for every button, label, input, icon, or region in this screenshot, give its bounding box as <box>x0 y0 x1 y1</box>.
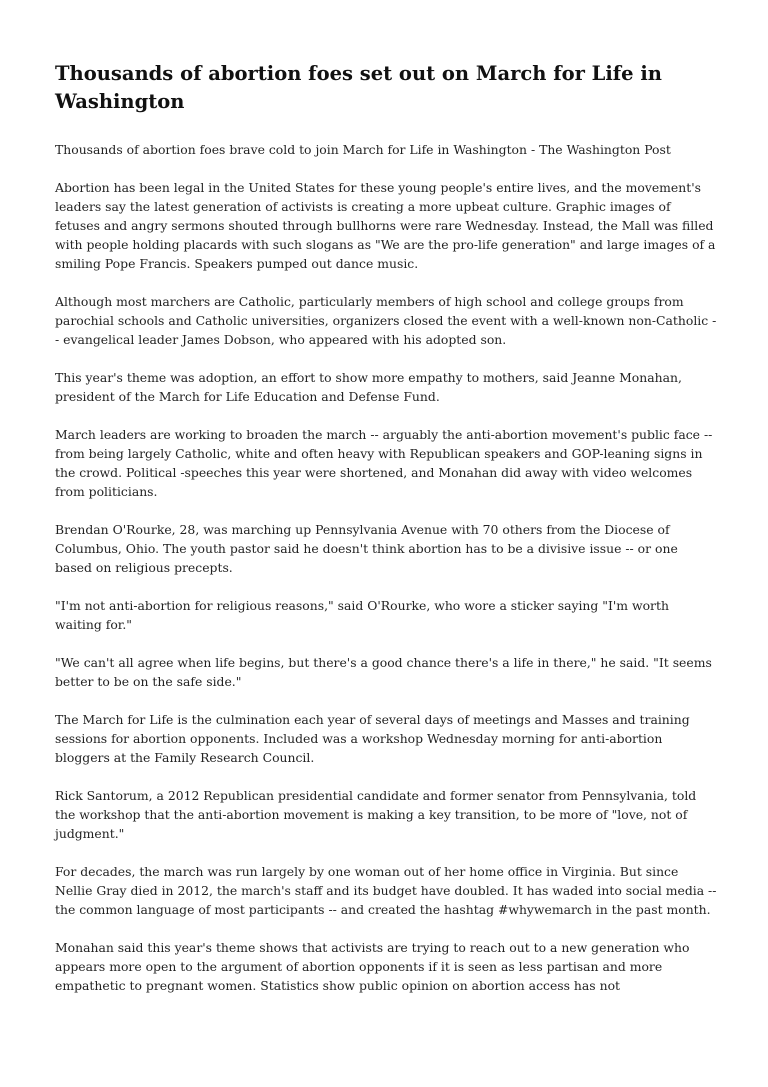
article-paragraph: Brendan O'Rourke, 28, was marching up Pennsylvania Avenue with 70 others from the Diocese of Columbus, Ohio. The youth pastor said he doesn't think abortion has to be a divisive issue -- or one based on religious precepts. <box>55 522 678 575</box>
article-paragraph: The March for Life is the culmination each year of several days of meetings and Masses and training sessions for abortion opponents. Included was a workshop Wednesday morning for anti-abortion bloggers at the Family Research Council. <box>55 712 690 765</box>
article-paragraph: "I'm not anti-abortion for religious reasons," said O'Rourke, who wore a sticker saying "I'm worth waiting for." <box>55 598 669 632</box>
document-page <box>55 60 717 1014</box>
article-title: Thousands of abortion foes set out on March for Life in Washington <box>55 62 662 113</box>
article-paragraph: March leaders are working to broaden the march -- arguably the anti-abortion movement's public face -- from being largely Catholic, white and often heavy with Republican speakers and GOP-leaning signs in the crowd. Political -speeches this year were shortened, and Monahan did away with video welcomes from politicians. <box>55 427 713 499</box>
article-paragraph: "We can't all agree when life begins, but there's a good chance there's a life in there," he said. "It seems better to be on the safe side." <box>55 655 712 689</box>
article-paragraph: Monahan said this year's theme shows that activists are trying to reach out to a new generation who appears more open to the argument of abortion opponents if it is seen as less partisan and more empathetic to pregnant women. Statistics show public opinion on abortion access has not <box>55 940 690 993</box>
article-paragraph: Rick Santorum, a 2012 Republican presidential candidate and former senator from Pennsylvania, told the workshop that the anti-abortion movement is making a key transition, to be more of "love, not of judgment." <box>55 788 697 841</box>
article-paragraph: This year's theme was adoption, an effort to show more empathy to mothers, said Jeanne Monahan, president of the March for Life Education and Defense Fund. <box>55 370 682 404</box>
article-paragraph: Although most marchers are Catholic, particularly members of high school and college groups from parochial schools and Catholic universities, organizers closed the event with a well-known non-Catholic -- evangelical leader James Dobson, who appeared with his adopted son. <box>55 294 717 347</box>
article-paragraph: For decades, the march was run largely by one woman out of her home office in Virginia. But since Nellie Gray died in 2012, the march's staff and its budget have doubled. It has waded into social media -- the common language of most participants -- and created the hashtag #whywemarch in the past month. <box>55 864 717 917</box>
article-subtitle-line: Thousands of abortion foes brave cold to join March for Life in Washington - The Washington Post <box>55 142 671 157</box>
article-paragraph: Abortion has been legal in the United States for these young people's entire lives, and the movement's leaders say the latest generation of activists is creating a more upbeat culture. Graphic images of fetuses and angry sermons shouted through bullhorns were rare Wednesday. Instead, the Mall was filled with people holding placards with such slogans as "We are the pro-life generation" and large images of a smiling Pope Francis. Speakers pumped out dance music. <box>55 180 716 271</box>
